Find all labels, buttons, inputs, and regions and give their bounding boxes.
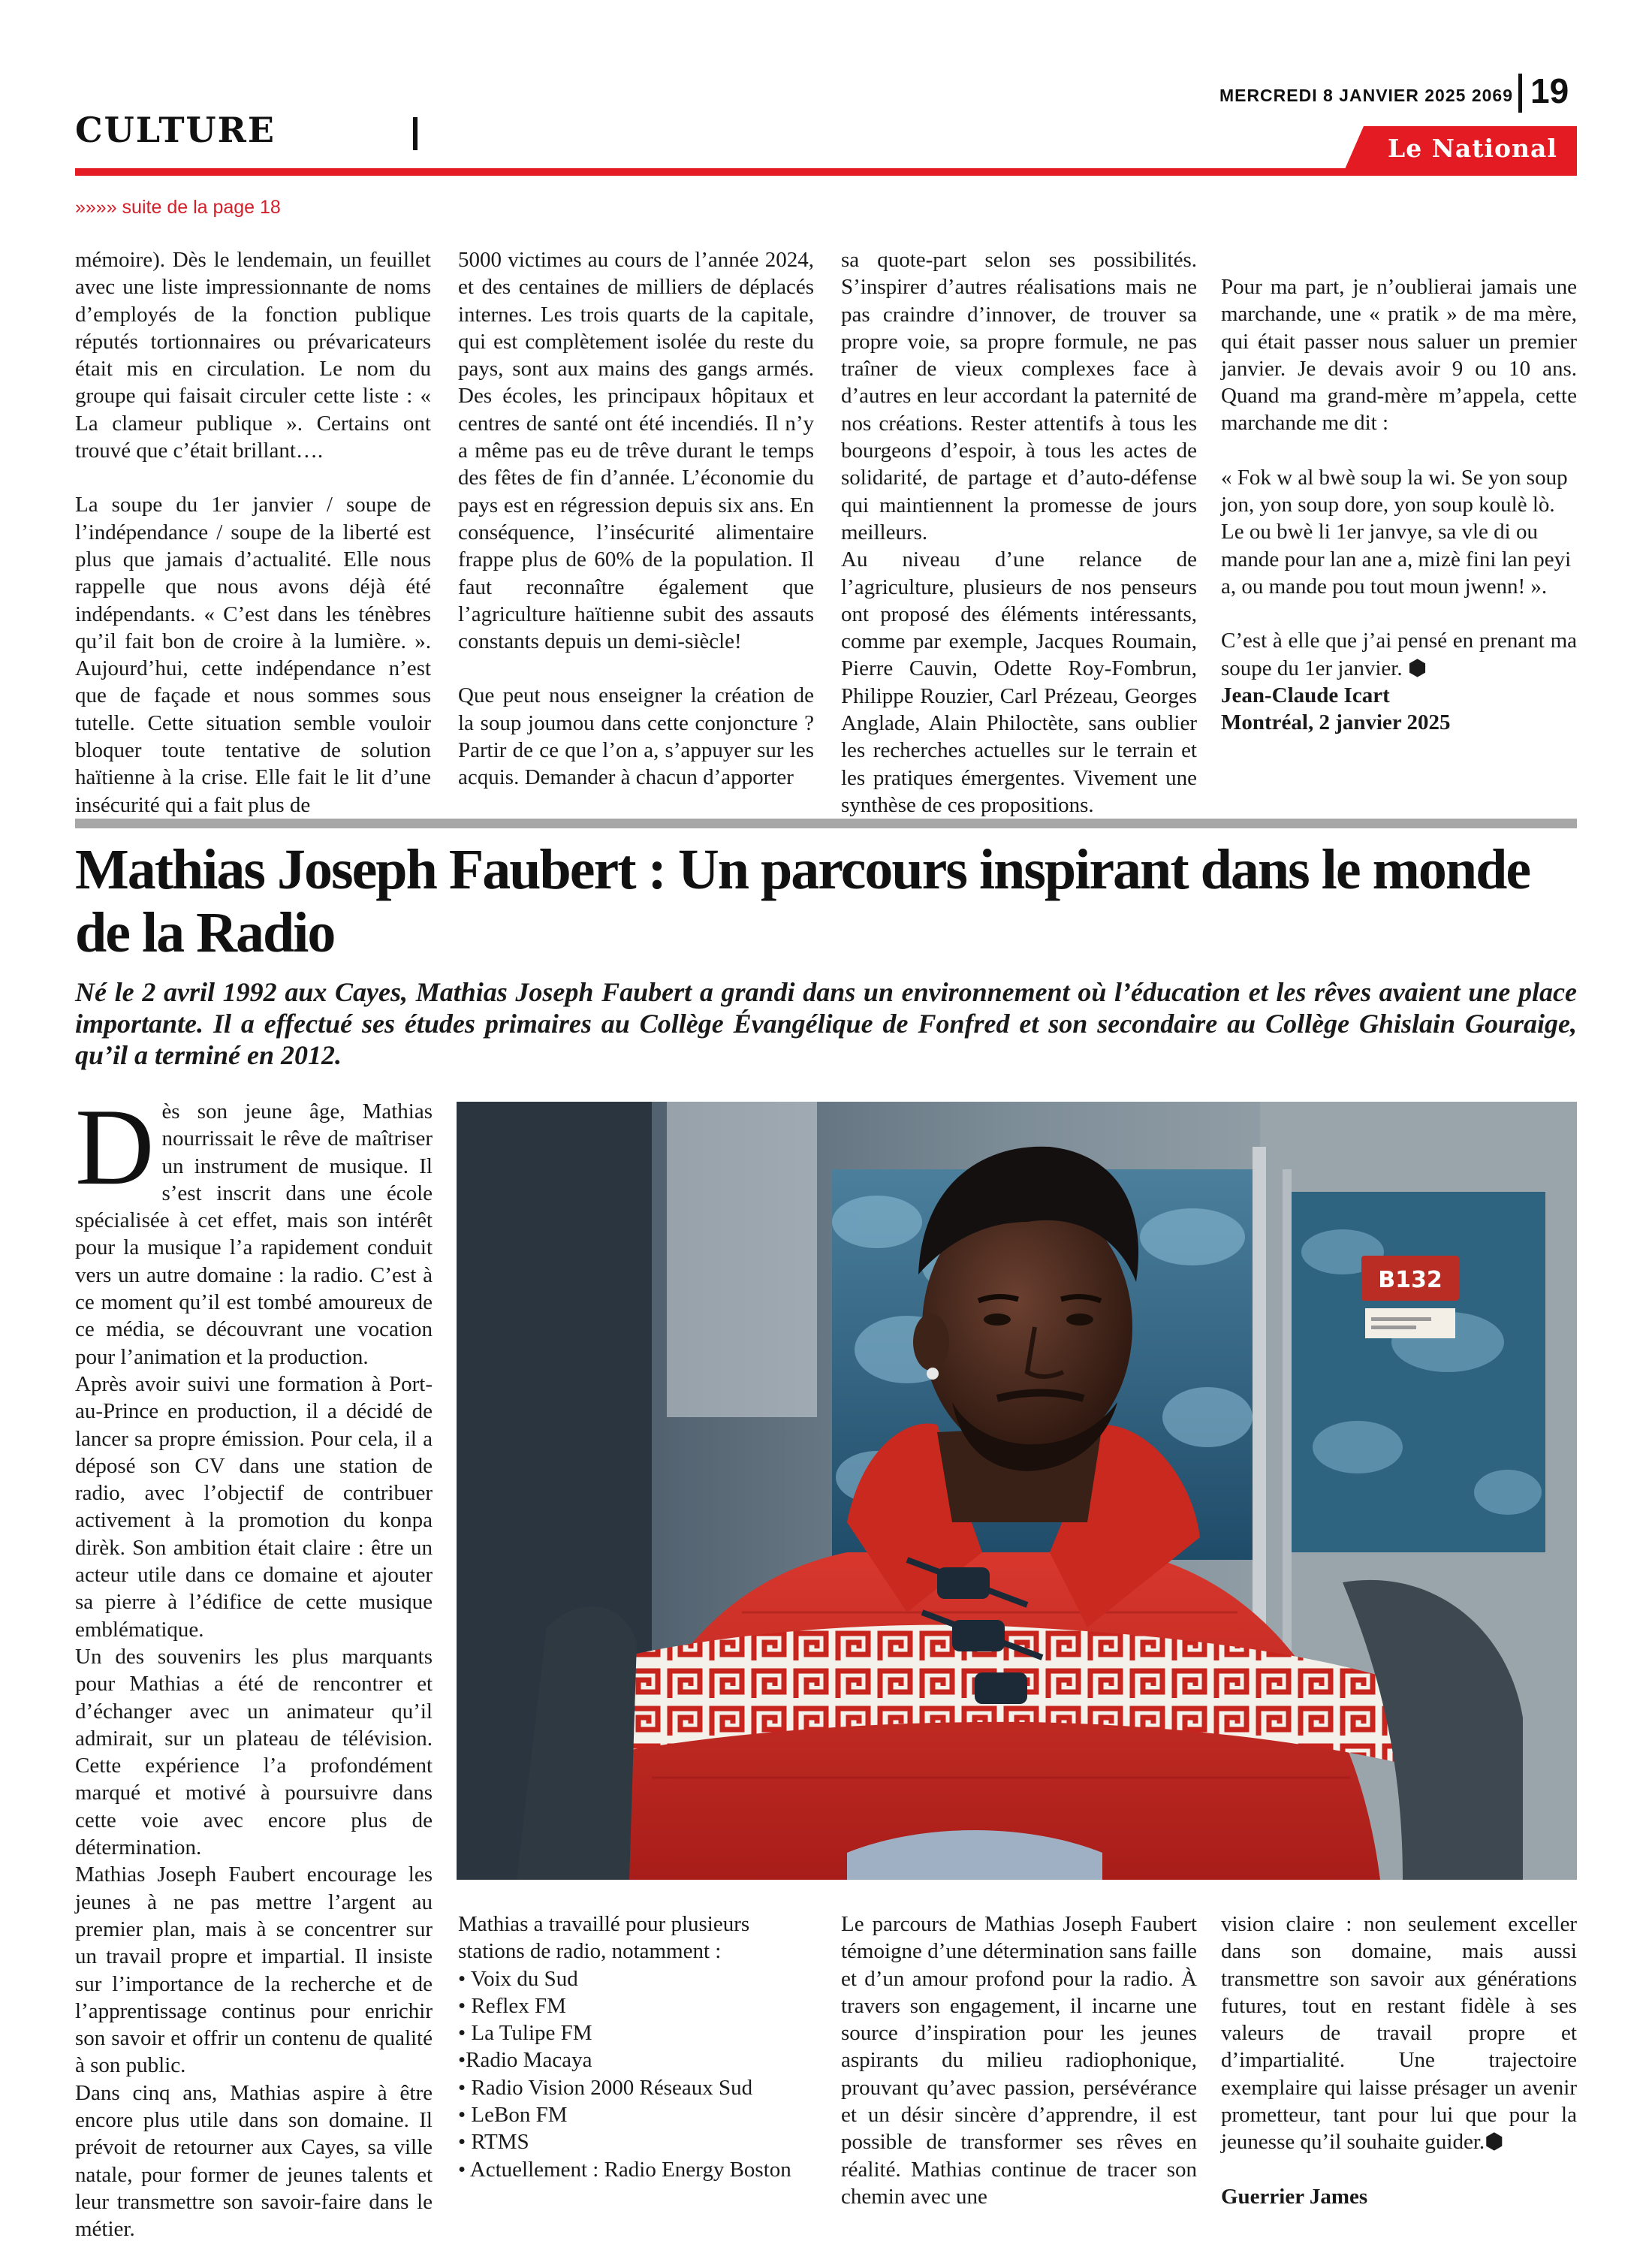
- top-article-column-1: [75, 246, 431, 819]
- dateline: Montréal, 2 janvier 2025: [1221, 710, 1451, 735]
- paragraph: Pour ma part, je n’oublierai jamais une marchande, une « pratik » de ma mère, qui était passer nous saluer un premier janvier. Je devais avoir 9 ou 10 ans. Quand ma grand-mère m’appela, cette marchande me dit :: [1221, 275, 1577, 436]
- paragraph: mémoire). Dès le lendemain, un feuillet avec une liste impressionnante de noms d’employés de la fonction publique réputés tortionnaires ou prévaricateurs était mis en circulation. Le nom du groupe qui faisait circuler cette liste : « La clameur publique ». Certains ont trouvé que c’était brillant….: [75, 248, 431, 463]
- paragraph: Dès son jeune âge, Mathias nourrissait le rêve de maîtriser un instrument de musique. Il s’est inscrit dans une école spécialisée à cet effet, mais son intérêt pour la musique l’a rapidement conduit vers un autre domaine : la radio. C’est à ce moment qu’il est tombé amoureux de ce média, se découvrant une vocation pour l’animation et la production.: [75, 1086, 433, 1369]
- paragraph: La soupe du 1er janvier / soupe de l’indépendance / soupe de la liberté est plus que jamais d’actualité. Elle nous rappelle que nous avons déjà été indépendants. « C’est dans les ténèbres qu’il fait bon de croire à la lumière. ». Aujourd’hui, cette indépendance n’est que de façade et nous sommes sous tutelle. Cette situation semble vouloir bloquer toute tentative de solution haïtienne à la crise. Elle fait le lit d’une insécurité qui a fait plus de: [75, 493, 431, 817]
- top-article-column-3: [841, 246, 1197, 819]
- page-number-divider: [1518, 74, 1522, 113]
- page-number: 19: [1530, 71, 1569, 110]
- paragraph: vision claire : non seulement exceller dans son domaine, mais aussi transmettre son savoir aux générations futures, tout en restant fidèle à ses valeurs de travail propre et d’impartialité. Une trajectoire exemplaire qui laisse présager un avenir prometteur, tant pour lui que pour la jeunesse qu’il souhaite guider.⬢: [1221, 1912, 1577, 2155]
- paragraph: C’est à elle que j’ai pensé en prenant ma soupe du 1er janvier. ⬢: [1221, 629, 1577, 680]
- station-list: [458, 1965, 814, 2183]
- section-divider: [413, 117, 418, 150]
- list-item: • Reflex FM: [458, 1993, 566, 2018]
- top-article-column-2: [458, 246, 814, 792]
- article-deck: Né le 2 avril 1992 aux Cayes, Mathias Joseph Faubert a grandi dans un environnement où l’éducation et les rêves avaient une place importante. Il a effectué ses études primaires au Collège Évangélique de Fonfred et son secondaire au Collège Ghislain Gouraige, qu’il a terminé en 2012.: [75, 977, 1577, 1070]
- drop-cap: D: [75, 1086, 155, 1208]
- list-item: • LeBon FM: [458, 2103, 568, 2128]
- room-sign-label: B132: [1378, 1267, 1442, 1293]
- author-signature: Jean-Claude Icart: [1221, 683, 1390, 707]
- section-label: CULTURE: [75, 110, 276, 150]
- paragraph: 5000 victimes au cours de l’année 2024, et des centaines de milliers de déplacés internes. Les trois quarts de la capitale, qui est complètement isolée du reste du pays, sont aux mains des gangs armés. Des écoles, les principaux hôpitaux et centres de santé ont été incendiés. Il n’y a même pas eu de trêve durant le temps des fêtes de fin d’année. L’économie du pays est en régression depuis six ans. En conséquence, l’insécurité alimentaire frappe plus de 60% de la population. Il faut reconnaître également que l’agriculture haïtienne subit des assauts constants depuis un demi-siècle!: [458, 248, 814, 654]
- list-item: •Radio Macaya: [458, 2048, 592, 2073]
- list-item: • Voix du Sud: [458, 1966, 578, 1991]
- author-signature: Guerrier James: [1221, 2184, 1368, 2209]
- issue-date: MERCREDI 8 JANVIER 2025 2069: [1219, 86, 1513, 105]
- paragraph: sa quote-part selon ses possibilités. S’inspirer d’autres réalisations mais ne pas craindre d’innover, de trouver sa propre voie, sa propre formule, ne pas traîner de vieux complexes face à d’autres en leur accordant la paternité de nos créations. Rester attentifs à tous les bourgeons d’espoir, à tous les actes de solidarité, de partage et d’auto-défense qui maintiennent la promesse de jours meilleurs.: [841, 248, 1197, 544]
- list-item: • RTMS: [458, 2130, 529, 2155]
- paragraph: Le parcours de Mathias Joseph Faubert témoigne d’une détermination sans faille et d’un amour profond pour la radio. À travers son engagement, il incarne une source d’inspiration pour les jeunes aspirants du milieu radiophonique, prouvant qu’avec passion, persévérance et un désir sincère d’apprendre, il est possible de transformer ses rêves en réalité. Mathias continue de tracer son chemin avec une: [841, 1912, 1197, 2209]
- creole-quote: « Fok w al bwè soup la wi. Se yon soup jon, yon soup dore, yon soup koulè lò. Le ou bwè li 1er janvye, sa vle di ou mande pour lan ane a, mizè fini lan peyi a, ou mande pou tout moun jwenn! ».: [1221, 465, 1572, 599]
- feature-column-4: [1221, 1911, 1577, 2210]
- paragraph: Au niveau d’une relance de l’agriculture, plusieurs de nos penseurs ont proposé des éléments intéressants, comme par exemple, Jacques Roumain, Pierre Cauvin, Odette Roy-Fombrun, Philippe Rouzier, Carl Prézeau, Georges Anglade, Alain Philoctète, sans oublier les recherches actuelles sur le terrain et les pratiques émergentes. Vivement une synthèse de ces propositions.: [841, 547, 1197, 817]
- paragraph: Mathias Joseph Faubert encourage les jeunes à ne pas mettre l’argent au premier plan, mais à se concentrer sur un travail propre et impartial. Il insiste sur l’importance de la recherche et de l’apprentissage continus pour enrichir son savoir et offrir un contenu de qualité à son public.: [75, 1862, 433, 2078]
- list-item: • La Tulipe FM: [458, 2021, 592, 2046]
- newspaper-brand: Le National: [1388, 134, 1557, 163]
- list-item: • Radio Vision 2000 Réseaux Sud: [458, 2075, 753, 2100]
- top-article-column-4: [1221, 273, 1577, 736]
- feature-column-2: [458, 1911, 814, 2183]
- article-separator: [75, 819, 1577, 828]
- stations-intro: Mathias a travaillé pour plusieurs stations de radio, notamment :: [458, 1912, 750, 1964]
- portrait-photo: [457, 1102, 1577, 1880]
- paragraph: Que peut nous enseigner la création de la soup joumou dans cette conjoncture ? Partir de ce que l’on a, s’appuyer sur les acquis. Demander à chacun d’apporter: [458, 683, 814, 790]
- paragraph: Un des souvenirs les plus marquants pour Mathias a été de rencontrer et d’échanger avec un animateur qu’il admirait, sur un plateau de télévision. Cette expérience l’a profondément marqué et motivé à poursuivre dans cette voie avec encore plus de détermination.: [75, 1644, 433, 1860]
- paragraph: Dans cinq ans, Mathias aspire à être encore plus utile dans son domaine. Il prévoit de retourner aux Cayes, sa ville natale, pour former de jeunes talents et leur transmettre son savoir-faire dans le métier.: [75, 2080, 433, 2242]
- article-headline: Mathias Joseph Faubert : Un parcours inspirant dans le monde de la Radio: [75, 838, 1530, 964]
- list-item: • Actuellement : Radio Energy Boston: [458, 2157, 791, 2182]
- feature-column-1: [75, 1086, 433, 2242]
- feature-column-3: [841, 1911, 1197, 2210]
- header-rule: [75, 168, 1577, 176]
- paragraph: Après avoir suivi une formation à Port-au-Prince en production, il a décidé de lancer sa propre émission. Pour cela, il a déposé son CV dans une station de radio, avec l’objectif de contribuer activement à la promotion du konpa dirèk. Son ambition était claire : être un acteur utile dans ce domaine et ajouter sa pierre à l’édifice de cette musique emblématique.: [75, 1371, 433, 1642]
- continued-from-link[interactable]: »»»» suite de la page 18: [75, 197, 281, 218]
